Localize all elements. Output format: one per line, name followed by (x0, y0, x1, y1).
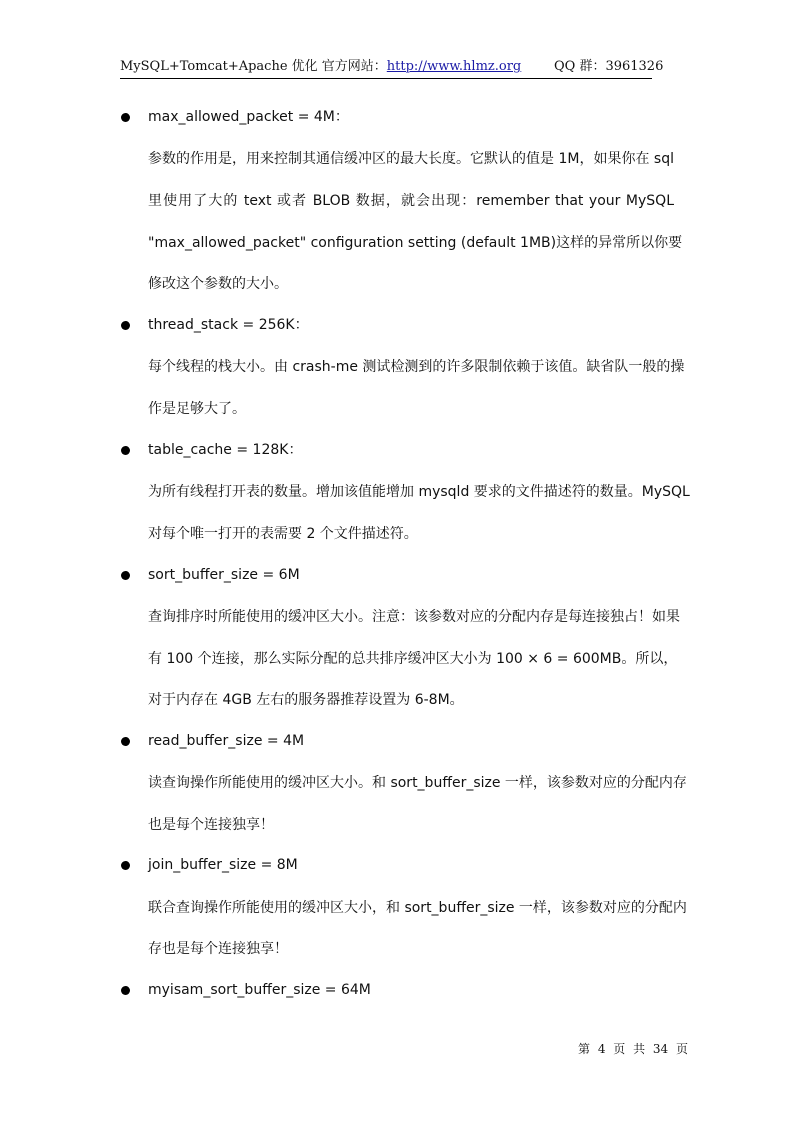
bullet-icon (121, 446, 130, 455)
paragraph-line: "max_allowed_packet" configuration setting (default 1MB)这样的异常所以你要 (148, 235, 683, 251)
header-qq-group: QQ 群：3961326 (554, 59, 664, 74)
list-item-title: myisam_sort_buffer_size = 64M (148, 982, 371, 998)
paragraph-line: 也是每个连接独享！ (148, 817, 274, 833)
bullet-icon (121, 986, 130, 995)
paragraph-line: 里使用了大的 text 或者 BLOB 数据，就会出现：remember that your MySQL (148, 193, 674, 209)
header-left-text: MySQL+Tomcat+Apache 优化 官方网站： (120, 59, 387, 74)
paragraph-line: 存也是每个连接独享！ (148, 941, 288, 957)
bullet-icon (121, 571, 130, 580)
page-number: 第 4 页 共 34 页 (578, 1042, 688, 1056)
paragraph-line: 联合查询操作所能使用的缓冲区大小，和 sort_buffer_size 一样，该参数对应的分配内 (148, 900, 687, 916)
paragraph-line: 对于内存在 4GB 左右的服务器推荐设置为 6-8M。 (148, 692, 464, 708)
list-item-title: table_cache = 128K： (148, 442, 303, 458)
bullet-icon (121, 113, 130, 122)
header-website-link[interactable]: http://www.hlmz.org (386, 59, 522, 74)
page-header (120, 58, 664, 79)
bullet-icon (121, 321, 130, 330)
paragraph-line: 作是足够大了。 (148, 401, 246, 417)
header-title (120, 58, 521, 76)
paragraph-line: 每个线程的栈大小。由 crash-me 测试检测到的许多限制依赖于该值。缺省队一般的操 (148, 359, 685, 375)
paragraph-line: 对每个唯一打开的表需要 2 个文件描述符。 (148, 526, 418, 542)
list-item-title: max_allowed_packet = 4M： (148, 109, 349, 125)
bullet-icon (121, 861, 130, 870)
list-item-title: read_buffer_size = 4M (148, 733, 305, 749)
paragraph-line: 查询排序时所能使用的缓冲区大小。注意：该参数对应的分配内存是每连接独占！如果 (148, 609, 680, 625)
paragraph-line: 修改这个参数的大小。 (148, 276, 288, 292)
paragraph-line: 参数的作用是，用来控制其通信缓冲区的最大长度。它默认的值是 1M，如果你在 sql (148, 151, 674, 167)
bullet-icon (121, 737, 130, 746)
list-item-title: sort_buffer_size = 6M (148, 567, 300, 583)
list-item-title: join_buffer_size = 8M (148, 857, 298, 873)
paragraph-line: 读查询操作所能使用的缓冲区大小。和 sort_buffer_size 一样，该参数对应的分配内存 (148, 775, 687, 791)
list-item-title: thread_stack = 256K： (148, 317, 309, 333)
paragraph-line: 有 100 个连接，那么实际分配的总共排序缓冲区大小为 100 × 6 = 600MB。所以， (148, 651, 678, 667)
paragraph-line: 为所有线程打开表的数量。增加该值能增加 mysqld 要求的文件描述符的数量。MySQL (148, 484, 690, 500)
